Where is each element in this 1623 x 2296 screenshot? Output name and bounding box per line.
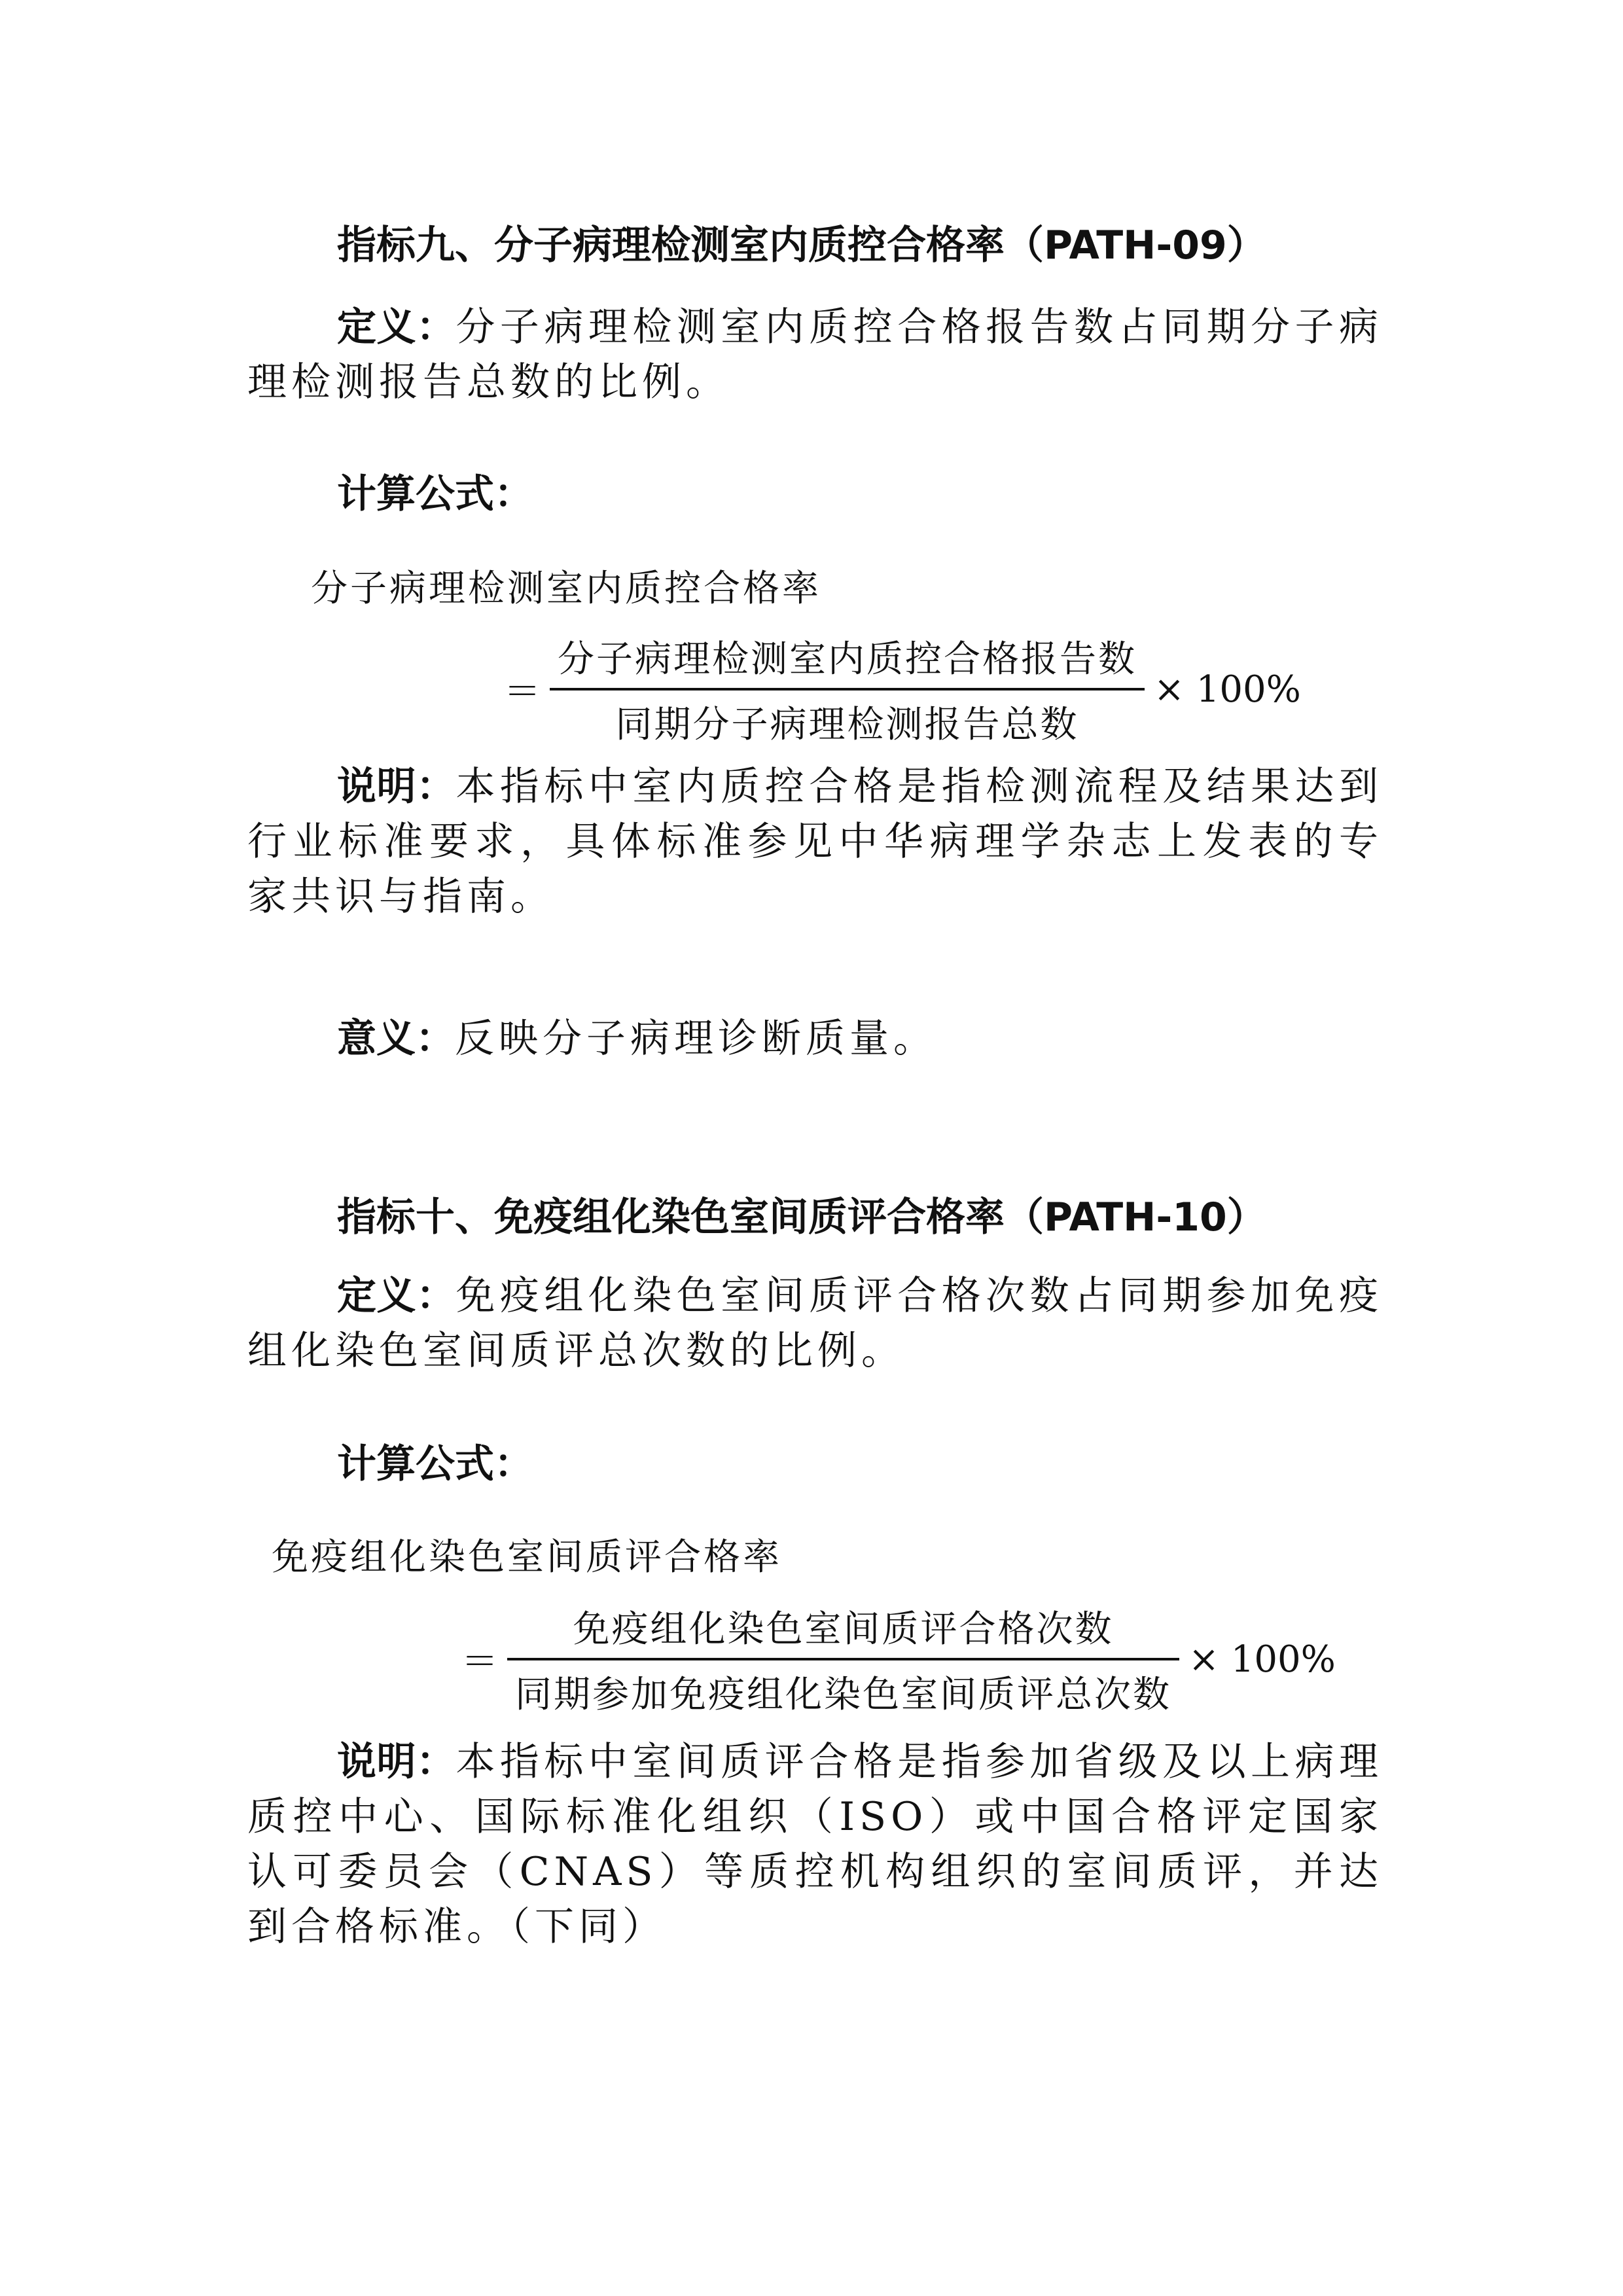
formula-label: [247, 467, 1383, 522]
note-label: 说明：: [337, 764, 456, 810]
note-text: 本指标中室内质控合格是指检测流程及结果达到行业标准要求，具体标准参见中华病理学杂志上发表的专家共识与指南。: [247, 764, 1383, 920]
formula-name: 免疫组化染色室间质评合格率: [272, 1536, 782, 1579]
equals-sign: ＝: [461, 1641, 498, 1683]
fraction: [507, 1600, 1179, 1718]
formula-name: 分子病理检测室内质控合格率: [311, 567, 821, 610]
note-label: 说明：: [337, 1739, 456, 1785]
meaning-text: 反映分子病理诊断质量。: [455, 1016, 937, 1062]
note-paragraph: [247, 1734, 1383, 1954]
meaning-paragraph: [247, 1011, 1383, 1066]
definition-paragraph: [247, 300, 1383, 410]
fraction-numerator: 分子病理检测室内质控合格报告数: [558, 638, 1137, 681]
definition-label: 定义：: [337, 1273, 456, 1319]
formula-label-text: 计算公式：: [337, 1441, 533, 1487]
section-heading-path-10: 指标十、免疫组化染色室间质评合格率（PATH-10）: [337, 1194, 1266, 1240]
definition-paragraph: [247, 1268, 1383, 1378]
formula-expression: [504, 630, 1301, 748]
fraction-numerator: 免疫组化染色室间质评合格次数: [573, 1608, 1114, 1651]
definition-text: 免疫组化染色室间质评合格次数占同期参加免疫组化染色室间质评总次数的比例。: [247, 1273, 1383, 1374]
formula-label-text: 计算公式：: [337, 471, 533, 517]
definition-text: 分子病理检测室内质控合格报告数占同期分子病理检测报告总数的比例。: [247, 304, 1383, 405]
equals-sign: ＝: [504, 671, 541, 713]
note-paragraph: [247, 759, 1383, 924]
multiplier: × 100%: [1154, 668, 1301, 711]
fraction: [550, 630, 1145, 748]
fraction-denominator: 同期参加免疫组化染色室间质评总次数: [515, 1674, 1171, 1716]
multiplier: × 100%: [1188, 1638, 1336, 1681]
fraction-denominator: 同期分子病理检测报告总数: [615, 704, 1079, 746]
formula-expression: [461, 1600, 1336, 1718]
note-text: 本指标中室间质评合格是指参加省级及以上病理质控中心、国际标准化组织（ISO）或中国合格评定国家认可委员会（CNAS）等质控机构组织的室间质评，并达到合格标准。（下同）: [247, 1739, 1383, 1950]
meaning-label: 意义：: [337, 1016, 455, 1062]
section-heading-path-09: 指标九、分子病理检测室内质控合格率（PATH-09）: [337, 223, 1266, 268]
definition-label: 定义：: [337, 304, 456, 350]
formula-label: [247, 1437, 1383, 1492]
